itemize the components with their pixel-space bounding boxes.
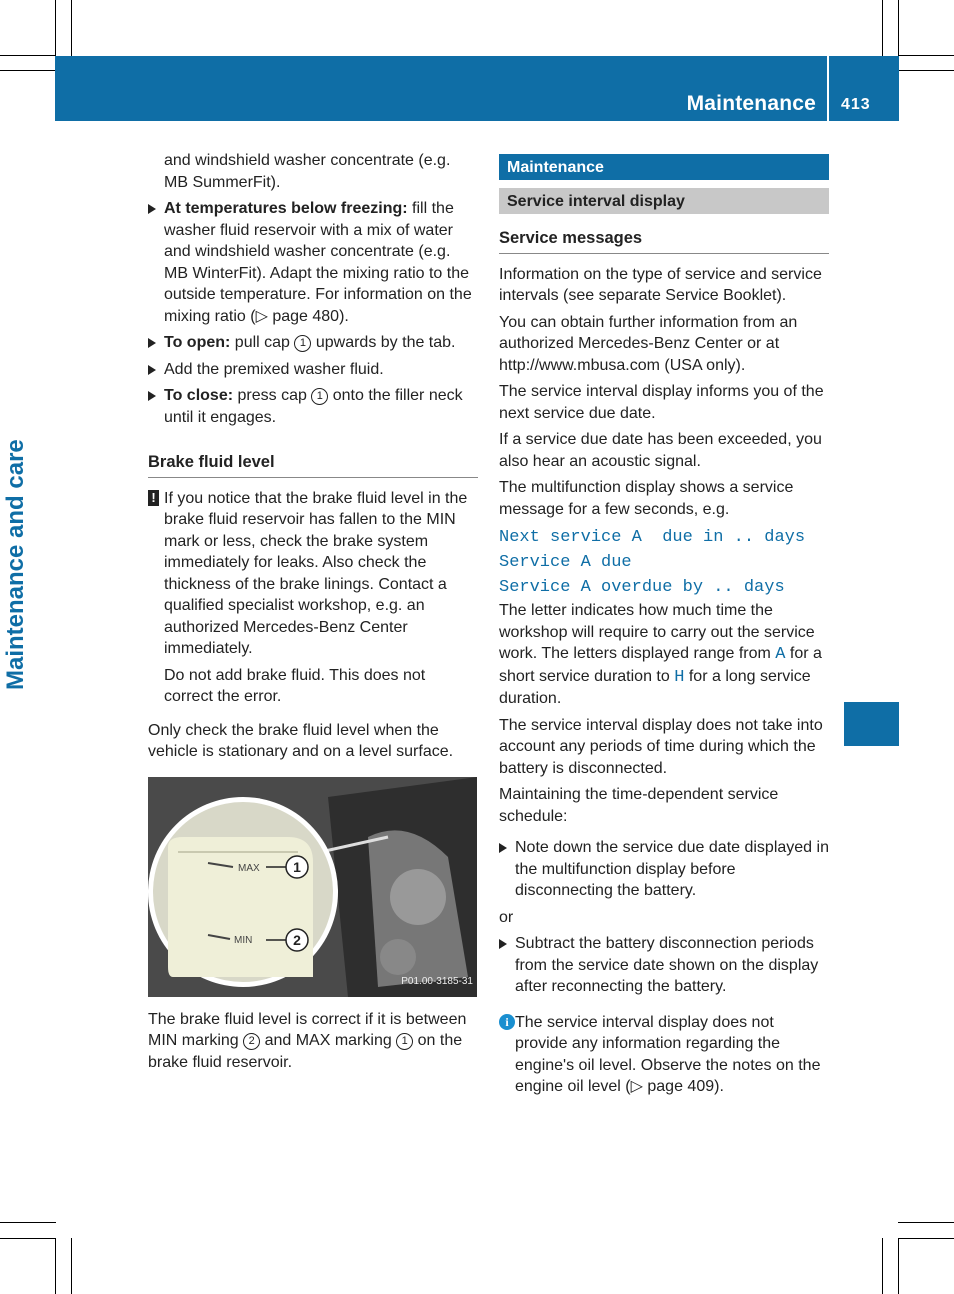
step-arrow-icon (148, 365, 156, 375)
left-column (148, 150, 478, 1078)
step-arrow-icon (499, 939, 507, 949)
crop-mark (0, 1238, 56, 1239)
warning-note (148, 488, 478, 708)
paragraph: Information on the type of service and service intervals (see separate Service Booklet). (499, 265, 822, 304)
section-heading: Brake fluid level (148, 452, 478, 478)
info-text: The service interval display does not provide any information regarding the engine's oil level. Observe the notes on the engine oil level (▷ page 409). (515, 1013, 821, 1095)
side-tab-label: Maintenance and care (2, 439, 29, 690)
side-tab-marker (844, 702, 899, 746)
crop-mark (898, 55, 954, 56)
crop-mark (55, 0, 56, 56)
callout-number: 1 (396, 1033, 413, 1050)
callout-2-label: 2 (293, 931, 301, 948)
instruction-step (499, 837, 829, 902)
callout-number: 1 (311, 388, 328, 405)
min-mark-label: MIN (234, 934, 253, 946)
display-message: Next service A due in .. days (499, 528, 806, 547)
page-number: 413 (841, 96, 871, 113)
paragraph: The service interval display does not take into account any periods of time during which the battery is disconnected. (499, 716, 823, 777)
step-text: Note down the service due date displayed in the multifunction display before disconnecting the battery. (515, 839, 829, 899)
crop-mark (898, 1238, 954, 1239)
text-segment: The letter indicates how much time the workshop will require to carry out the service work. The letters displayed range from (499, 602, 815, 662)
crop-mark (0, 1222, 56, 1223)
subsection-bar: Service interval display (499, 188, 829, 214)
step-text: pull cap (230, 334, 295, 351)
crop-mark (0, 70, 56, 71)
header-divider (827, 56, 829, 121)
crop-mark (898, 0, 899, 56)
instruction-step (148, 359, 478, 381)
text-segment: for a long service duration. (499, 667, 811, 707)
crop-mark (898, 70, 954, 71)
crop-mark (71, 1238, 72, 1294)
step-text: fill the washer fluid reservoir with a mix of water and windshield washer concentrate (e.g. MB WinterFit). Adapt the mixing ratio to the outside temperature. For information on the mixing ratio (▷ page 480). (164, 200, 472, 325)
step-text: upwards by the tab. (311, 334, 456, 351)
step-arrow-icon (148, 391, 156, 401)
crop-mark (898, 1222, 954, 1223)
paragraph: The service interval display informs you of the next service due date. (499, 383, 824, 422)
instruction-step (499, 933, 829, 998)
step-arrow-icon (499, 843, 507, 853)
crop-mark (882, 1238, 883, 1294)
display-message: Service A overdue by .. days (499, 578, 785, 597)
instruction-step (148, 198, 478, 327)
crop-mark (882, 0, 883, 56)
callout-number: 2 (243, 1033, 260, 1050)
step-text: onto the filler neck until it engages. (164, 387, 463, 426)
paragraph (499, 600, 829, 710)
brake-fluid-reservoir-image (148, 777, 477, 997)
section-bar: Maintenance (499, 154, 829, 180)
right-column (499, 154, 829, 1103)
step-arrow-icon (148, 338, 156, 348)
step-text: press cap (233, 387, 312, 404)
crop-mark (0, 55, 56, 56)
display-message: Service A due (499, 553, 632, 572)
text-segment: on the brake fluid reservoir. (148, 1032, 463, 1071)
paragraph: The multifunction display shows a service message for a few seconds, e.g. (499, 479, 794, 518)
step-text: Add the premixed washer fluid. (164, 360, 384, 378)
instruction-step (148, 332, 478, 354)
reservoir-illustration (148, 777, 477, 997)
warning-text: If you notice that the brake fluid level in the brake fluid reservoir has fallen to the MIN mark or less, check the brake system immediately for leaks. Also check the thickness of the brake linings. Contact a qualified specialist workshop, e.g. an authorized Mercedes-Benz Center immediately. (164, 489, 468, 657)
paragraph: or (499, 908, 514, 926)
paragraph: Only check the brake fluid level when the vehicle is stationary and on a level surface. (148, 721, 454, 760)
crop-mark (71, 0, 72, 56)
header-title: Maintenance (686, 92, 816, 115)
figure-code: P01.00-3185-31 (401, 976, 473, 987)
info-note (499, 1012, 829, 1098)
step-text: Subtract the battery disconnection periods from the service date shown on the display after reconnecting the battery. (515, 935, 819, 995)
max-mark-label: MAX (238, 862, 260, 874)
step-label: To close: (164, 387, 234, 404)
callout-1-label: 1 (293, 858, 301, 875)
text-segment: The brake fluid level is correct if it is between MIN marking (148, 1010, 467, 1049)
callout-number: 1 (294, 335, 311, 352)
step-label: At temperatures below freezing: (164, 200, 408, 217)
instruction-step (148, 385, 478, 428)
section-heading: Service messages (499, 228, 829, 254)
paragraph: You can obtain further information from an authorized Mercedes-Benz Center or at http://www.mbusa.com (USA only). (499, 313, 798, 374)
page-header (55, 56, 899, 121)
info-icon: i (499, 1014, 515, 1030)
warning-text: Do not add brake fluid. This does not correct the error. (164, 666, 426, 705)
crop-mark (898, 1238, 899, 1294)
paragraph: and windshield washer concentrate (e.g. MB SummerFit). (164, 152, 451, 191)
paragraph (148, 1009, 478, 1074)
paragraph: Maintaining the time-dependent service schedule: (499, 786, 779, 825)
text-segment: for a short service duration to (499, 645, 822, 685)
display-letter: H (674, 667, 685, 687)
step-label: To open: (164, 334, 231, 351)
warning-icon: ! (148, 490, 159, 506)
text-segment: and MAX marking (260, 1032, 397, 1049)
paragraph: If a service due date has been exceeded, you also hear an acoustic signal. (499, 431, 822, 470)
display-letter: A (775, 645, 786, 664)
step-arrow-icon (148, 204, 156, 214)
crop-mark (55, 1238, 56, 1294)
